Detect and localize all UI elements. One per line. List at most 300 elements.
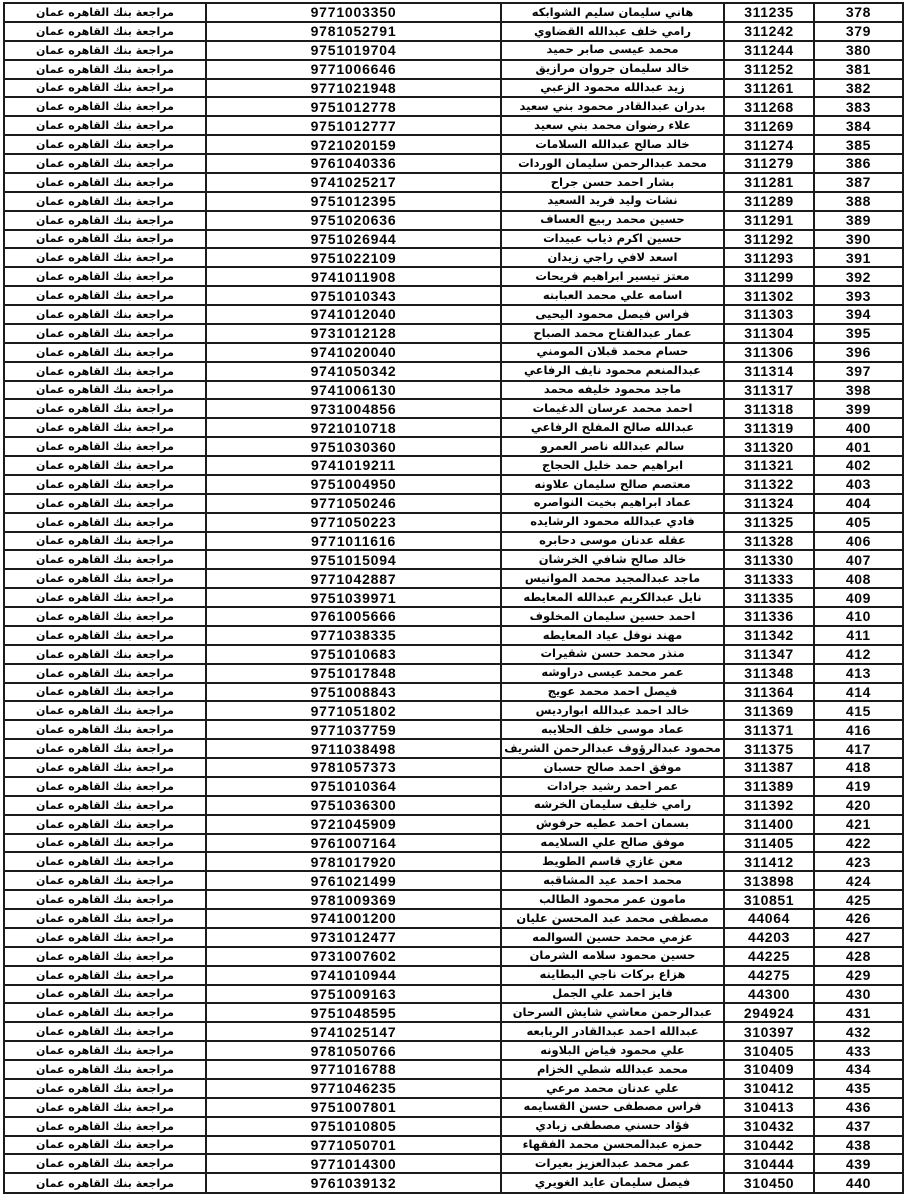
table-row: [4, 1136, 903, 1155]
bank-note-cell: مراجعة بنك القاهره عمان: [4, 947, 206, 966]
table-row: [4, 871, 903, 890]
table-row: [4, 569, 903, 588]
reference-number-cell: 311320: [724, 437, 814, 456]
bank-note-cell: مراجعة بنك القاهره عمان: [4, 928, 206, 947]
bank-note-cell: مراجعة بنك القاهره عمان: [4, 532, 206, 551]
national-number-cell: 9771011616: [206, 532, 501, 551]
serial-number-cell: 428: [814, 947, 903, 966]
bank-note-cell: مراجعة بنك القاهره عمان: [4, 60, 206, 79]
bank-note-cell: مراجعة بنك القاهره عمان: [4, 513, 206, 532]
national-number-cell: 9761040336: [206, 154, 501, 173]
person-name-cell: سالم عبدالله ناصر العمرو: [501, 437, 724, 456]
serial-number-cell: 439: [814, 1154, 903, 1173]
national-number-cell: 9751012778: [206, 97, 501, 116]
bank-note-cell: مراجعة بنك القاهره عمان: [4, 871, 206, 890]
person-name-cell: فادي عبدالله محمود الرشايده: [501, 513, 724, 532]
table-row: [4, 701, 903, 720]
serial-number-cell: 392: [814, 267, 903, 286]
reference-number-cell: 294924: [724, 1003, 814, 1022]
serial-number-cell: 412: [814, 645, 903, 664]
bank-note-cell: مراجعة بنك القاهره عمان: [4, 569, 206, 588]
bank-note-cell: مراجعة بنك القاهره عمان: [4, 494, 206, 513]
table-row: [4, 1022, 903, 1041]
bank-note-cell: مراجعة بنك القاهره عمان: [4, 230, 206, 249]
table-row: [4, 909, 903, 928]
national-number-cell: 9781057373: [206, 758, 501, 777]
national-number-cell: 9771050701: [206, 1136, 501, 1155]
bank-note-cell: مراجعة بنك القاهره عمان: [4, 437, 206, 456]
serial-number-cell: 432: [814, 1022, 903, 1041]
person-name-cell: هزاع بركات ناجي البطاينه: [501, 966, 724, 985]
reference-number-cell: 44064: [724, 909, 814, 928]
bank-note-cell: مراجعة بنك القاهره عمان: [4, 1060, 206, 1079]
person-name-cell: علي عدنان محمد مرعي: [501, 1079, 724, 1098]
person-name-cell: بسمان احمد عطيه حرفوش: [501, 815, 724, 834]
table-row: [4, 79, 903, 98]
table-row: [4, 928, 903, 947]
serial-number-cell: 386: [814, 154, 903, 173]
reference-number-cell: 311335: [724, 588, 814, 607]
national-number-cell: 9781050766: [206, 1041, 501, 1060]
national-number-cell: 9741019211: [206, 456, 501, 475]
serial-number-cell: 395: [814, 324, 903, 343]
table-row: [4, 1098, 903, 1117]
bank-note-cell: مراجعة بنك القاهره عمان: [4, 343, 206, 362]
national-number-cell: 9741020040: [206, 343, 501, 362]
person-name-cell: مهند نوفل عياد المعايطه: [501, 626, 724, 645]
serial-number-cell: 405: [814, 513, 903, 532]
table-row: [4, 645, 903, 664]
table-row: [4, 777, 903, 796]
reference-number-cell: 311342: [724, 626, 814, 645]
serial-number-cell: 401: [814, 437, 903, 456]
reference-number-cell: 310442: [724, 1136, 814, 1155]
person-name-cell: عماد موسى خلف الحلايبه: [501, 720, 724, 739]
bank-note-cell: مراجعة بنك القاهره عمان: [4, 701, 206, 720]
person-name-cell: خالد صالح شافي الخرشان: [501, 550, 724, 569]
table-row: [4, 1079, 903, 1098]
serial-number-cell: 416: [814, 720, 903, 739]
bank-note-cell: مراجعة بنك القاهره عمان: [4, 758, 206, 777]
bank-note-cell: مراجعة بنك القاهره عمان: [4, 834, 206, 853]
reference-number-cell: 311347: [724, 645, 814, 664]
table-row: [4, 796, 903, 815]
serial-number-cell: 410: [814, 607, 903, 626]
bank-note-cell: مراجعة بنك القاهره عمان: [4, 418, 206, 437]
national-number-cell: 9721020159: [206, 135, 501, 154]
serial-number-cell: 393: [814, 286, 903, 305]
table-row: [4, 305, 903, 324]
person-name-cell: هاني سليمان سليم الشوابكه: [501, 3, 724, 22]
bank-review-table: [3, 2, 904, 1194]
national-number-cell: 9771006646: [206, 60, 501, 79]
person-name-cell: رامي خلف عبدالله القضاوي: [501, 22, 724, 41]
reference-number-cell: 311299: [724, 267, 814, 286]
serial-number-cell: 431: [814, 1003, 903, 1022]
reference-number-cell: 311392: [724, 796, 814, 815]
reference-number-cell: 311244: [724, 41, 814, 60]
serial-number-cell: 435: [814, 1079, 903, 1098]
reference-number-cell: 311405: [724, 834, 814, 853]
bank-note-cell: مراجعة بنك القاهره عمان: [4, 1098, 206, 1117]
reference-number-cell: 311274: [724, 135, 814, 154]
reference-number-cell: 310412: [724, 1079, 814, 1098]
reference-number-cell: 311317: [724, 381, 814, 400]
serial-number-cell: 403: [814, 475, 903, 494]
table-row: [4, 626, 903, 645]
table-row: [4, 418, 903, 437]
bank-note-cell: مراجعة بنك القاهره عمان: [4, 22, 206, 41]
person-name-cell: احمد حسين سليمان المخلوف: [501, 607, 724, 626]
reference-number-cell: 311412: [724, 852, 814, 871]
person-name-cell: عزمي محمد حسين السوالمه: [501, 928, 724, 947]
table-row: [4, 324, 903, 343]
reference-number-cell: 311330: [724, 550, 814, 569]
national-number-cell: 9731007602: [206, 947, 501, 966]
bank-note-cell: مراجعة بنك القاهره عمان: [4, 267, 206, 286]
table-row: [4, 343, 903, 362]
table-row: [4, 192, 903, 211]
bank-note-cell: مراجعة بنك القاهره عمان: [4, 796, 206, 815]
reference-number-cell: 311252: [724, 60, 814, 79]
national-number-cell: 9741006130: [206, 381, 501, 400]
reference-number-cell: 311279: [724, 154, 814, 173]
reference-number-cell: 311333: [724, 569, 814, 588]
national-number-cell: 9751017848: [206, 664, 501, 683]
serial-number-cell: 427: [814, 928, 903, 947]
serial-number-cell: 397: [814, 362, 903, 381]
table-row: [4, 456, 903, 475]
table-row: [4, 607, 903, 626]
serial-number-cell: 422: [814, 834, 903, 853]
bank-note-cell: مراجعة بنك القاهره عمان: [4, 550, 206, 569]
person-name-cell: خالد سليمان جروان مرازيق: [501, 60, 724, 79]
bank-note-cell: مراجعة بنك القاهره عمان: [4, 116, 206, 135]
table-row: [4, 966, 903, 985]
serial-number-cell: 415: [814, 701, 903, 720]
reference-number-cell: 311387: [724, 758, 814, 777]
national-number-cell: 9731004856: [206, 399, 501, 418]
bank-note-cell: مراجعة بنك القاهره عمان: [4, 399, 206, 418]
person-name-cell: حسين محمد ربيع العساف: [501, 211, 724, 230]
bank-note-cell: مراجعة بنك القاهره عمان: [4, 192, 206, 211]
bank-note-cell: مراجعة بنك القاهره عمان: [4, 909, 206, 928]
serial-number-cell: 433: [814, 1041, 903, 1060]
table-row: [4, 437, 903, 456]
person-name-cell: نايل عبدالكريم عبدالله المعايطه: [501, 588, 724, 607]
table-row: [4, 664, 903, 683]
table-row: [4, 230, 903, 249]
national-number-cell: 9741050342: [206, 362, 501, 381]
bank-note-cell: مراجعة بنك القاهره عمان: [4, 211, 206, 230]
table-row: [4, 399, 903, 418]
national-number-cell: 9771021948: [206, 79, 501, 98]
national-number-cell: 9771037759: [206, 720, 501, 739]
person-name-cell: ماجد عبدالمجيد محمد الموانيس: [501, 569, 724, 588]
serial-number-cell: 388: [814, 192, 903, 211]
table-row: [4, 1154, 903, 1173]
reference-number-cell: 311292: [724, 230, 814, 249]
national-number-cell: 9751010364: [206, 777, 501, 796]
serial-number-cell: 380: [814, 41, 903, 60]
serial-number-cell: 429: [814, 966, 903, 985]
national-number-cell: 9721010718: [206, 418, 501, 437]
table-row: [4, 588, 903, 607]
national-number-cell: 9751008843: [206, 683, 501, 702]
person-name-cell: فيصل سليمان عايد الغويري: [501, 1173, 724, 1193]
national-number-cell: 9771051802: [206, 701, 501, 720]
national-number-cell: 9721045909: [206, 815, 501, 834]
bank-note-cell: مراجعة بنك القاهره عمان: [4, 41, 206, 60]
serial-number-cell: 400: [814, 418, 903, 437]
person-name-cell: محمد احمد عيد المشاقبه: [501, 871, 724, 890]
person-name-cell: مامون عمر محمود الطالب: [501, 890, 724, 909]
person-name-cell: خالد صالح عبدالله السلامات: [501, 135, 724, 154]
person-name-cell: منذر محمد حسن شقيرات: [501, 645, 724, 664]
serial-number-cell: 423: [814, 852, 903, 871]
bank-note-cell: مراجعة بنك القاهره عمان: [4, 985, 206, 1004]
table-row: [4, 116, 903, 135]
table-row: [4, 947, 903, 966]
bank-note-cell: مراجعة بنك القاهره عمان: [4, 1136, 206, 1155]
reference-number-cell: 310409: [724, 1060, 814, 1079]
reference-number-cell: 311348: [724, 664, 814, 683]
serial-number-cell: 404: [814, 494, 903, 513]
national-number-cell: 9751010683: [206, 645, 501, 664]
person-name-cell: فايز احمد علي الجمل: [501, 985, 724, 1004]
bank-note-cell: مراجعة بنك القاهره عمان: [4, 305, 206, 324]
reference-number-cell: 311242: [724, 22, 814, 41]
national-number-cell: 9751039971: [206, 588, 501, 607]
serial-number-cell: 384: [814, 116, 903, 135]
bank-note-cell: مراجعة بنك القاهره عمان: [4, 1117, 206, 1136]
person-name-cell: حسين اكرم ذياب عبيدات: [501, 230, 724, 249]
person-name-cell: فؤاد حسني مصطفى زبادي: [501, 1117, 724, 1136]
national-number-cell: 9751036300: [206, 796, 501, 815]
reference-number-cell: 311314: [724, 362, 814, 381]
reference-number-cell: 311306: [724, 343, 814, 362]
person-name-cell: حسين محمود سلامه الشرمان: [501, 947, 724, 966]
table-row: [4, 683, 903, 702]
national-number-cell: 9751019704: [206, 41, 501, 60]
serial-number-cell: 413: [814, 664, 903, 683]
table-row: [4, 60, 903, 79]
national-number-cell: 9751010343: [206, 286, 501, 305]
person-name-cell: عمر محمد عبدالعزيز بعيرات: [501, 1154, 724, 1173]
person-name-cell: محمد عيسى صابر حميد: [501, 41, 724, 60]
serial-number-cell: 381: [814, 60, 903, 79]
serial-number-cell: 391: [814, 248, 903, 267]
person-name-cell: مصطفى محمد عبد المحسن عليان: [501, 909, 724, 928]
reference-number-cell: 311261: [724, 79, 814, 98]
person-name-cell: زيد عبدالله محمود الزعبي: [501, 79, 724, 98]
person-name-cell: معتصم صالح سليمان علاونه: [501, 475, 724, 494]
table-row: [4, 97, 903, 116]
serial-number-cell: 402: [814, 456, 903, 475]
serial-number-cell: 420: [814, 796, 903, 815]
table-row: [4, 267, 903, 286]
national-number-cell: 9781052791: [206, 22, 501, 41]
serial-number-cell: 440: [814, 1173, 903, 1193]
person-name-cell: فراس مصطفى حسن القسايمه: [501, 1098, 724, 1117]
table-row: [4, 834, 903, 853]
bank-note-cell: مراجعة بنك القاهره عمان: [4, 683, 206, 702]
reference-number-cell: 311321: [724, 456, 814, 475]
table-row: [4, 362, 903, 381]
bank-note-cell: مراجعة بنك القاهره عمان: [4, 79, 206, 98]
reference-number-cell: 44275: [724, 966, 814, 985]
review-table-body: [4, 3, 903, 1193]
bank-note-cell: مراجعة بنك القاهره عمان: [4, 1041, 206, 1060]
person-name-cell: عبدالله صالح المفلح الرفاعي: [501, 418, 724, 437]
table-row: [4, 758, 903, 777]
national-number-cell: 9781009369: [206, 890, 501, 909]
bank-note-cell: مراجعة بنك القاهره عمان: [4, 381, 206, 400]
reference-number-cell: 311400: [724, 815, 814, 834]
table-row: [4, 985, 903, 1004]
person-name-cell: عمر احمد رشيد جرادات: [501, 777, 724, 796]
national-number-cell: 9751007801: [206, 1098, 501, 1117]
bank-note-cell: مراجعة بنك القاهره عمان: [4, 97, 206, 116]
bank-note-cell: مراجعة بنك القاهره عمان: [4, 248, 206, 267]
serial-number-cell: 419: [814, 777, 903, 796]
national-number-cell: 9731012477: [206, 928, 501, 947]
serial-number-cell: 411: [814, 626, 903, 645]
reference-number-cell: 311269: [724, 116, 814, 135]
national-number-cell: 9741025147: [206, 1022, 501, 1041]
table-row: [4, 1003, 903, 1022]
table-row: [4, 286, 903, 305]
reference-number-cell: 310397: [724, 1022, 814, 1041]
person-name-cell: بدران عبدالقادر محمود بني سعيد: [501, 97, 724, 116]
serial-number-cell: 408: [814, 569, 903, 588]
table-row: [4, 513, 903, 532]
person-name-cell: محمد عبدالرحمن سليمان الوردات: [501, 154, 724, 173]
person-name-cell: معن غازي قاسم الطويط: [501, 852, 724, 871]
reference-number-cell: 311322: [724, 475, 814, 494]
table-row: [4, 248, 903, 267]
bank-note-cell: مراجعة بنك القاهره عمان: [4, 154, 206, 173]
bank-note-cell: مراجعة بنك القاهره عمان: [4, 720, 206, 739]
national-number-cell: 9751022109: [206, 248, 501, 267]
bank-note-cell: مراجعة بنك القاهره عمان: [4, 173, 206, 192]
national-number-cell: 9751015094: [206, 550, 501, 569]
reference-number-cell: 311318: [724, 399, 814, 418]
bank-note-cell: مراجعة بنك القاهره عمان: [4, 852, 206, 871]
national-number-cell: 9751012777: [206, 116, 501, 135]
national-number-cell: 9751026944: [206, 230, 501, 249]
person-name-cell: رامي خليف سليمان الخرشه: [501, 796, 724, 815]
reference-number-cell: 311281: [724, 173, 814, 192]
bank-note-cell: مراجعة بنك القاهره عمان: [4, 135, 206, 154]
national-number-cell: 9741010944: [206, 966, 501, 985]
reference-number-cell: 311375: [724, 739, 814, 758]
serial-number-cell: 417: [814, 739, 903, 758]
reference-number-cell: 310444: [724, 1154, 814, 1173]
reference-number-cell: 310851: [724, 890, 814, 909]
person-name-cell: خالد احمد عبدالله ابوارديس: [501, 701, 724, 720]
bank-note-cell: مراجعة بنك القاهره عمان: [4, 588, 206, 607]
national-number-cell: 9711038498: [206, 739, 501, 758]
table-row: [4, 852, 903, 871]
national-number-cell: 9771042887: [206, 569, 501, 588]
reference-number-cell: 44225: [724, 947, 814, 966]
person-name-cell: عمر محمد عيسى دراوشه: [501, 664, 724, 683]
table-row: [4, 739, 903, 758]
reference-number-cell: 310413: [724, 1098, 814, 1117]
bank-note-cell: مراجعة بنك القاهره عمان: [4, 456, 206, 475]
person-name-cell: علاء رضوان محمد بني سعيد: [501, 116, 724, 135]
bank-note-cell: مراجعة بنك القاهره عمان: [4, 475, 206, 494]
person-name-cell: عقله عدنان موسى دحابره: [501, 532, 724, 551]
reference-number-cell: 311302: [724, 286, 814, 305]
reference-number-cell: 311325: [724, 513, 814, 532]
serial-number-cell: 414: [814, 683, 903, 702]
reference-number-cell: 311336: [724, 607, 814, 626]
person-name-cell: فيصل احمد محمد عويج: [501, 683, 724, 702]
national-number-cell: 9761039132: [206, 1173, 501, 1193]
table-row: [4, 1060, 903, 1079]
table-row: [4, 211, 903, 230]
serial-number-cell: 406: [814, 532, 903, 551]
bank-note-cell: مراجعة بنك القاهره عمان: [4, 890, 206, 909]
reference-number-cell: 44203: [724, 928, 814, 947]
person-name-cell: ماجد محمود خليفه محمد: [501, 381, 724, 400]
serial-number-cell: 426: [814, 909, 903, 928]
reference-number-cell: 310405: [724, 1041, 814, 1060]
reference-number-cell: 311291: [724, 211, 814, 230]
national-number-cell: 9741001200: [206, 909, 501, 928]
person-name-cell: بشار احمد حسن جراح: [501, 173, 724, 192]
reference-number-cell: 311324: [724, 494, 814, 513]
table-row: [4, 720, 903, 739]
bank-note-cell: مراجعة بنك القاهره عمان: [4, 626, 206, 645]
person-name-cell: موفق احمد صالح حسبان: [501, 758, 724, 777]
person-name-cell: محمود عبدالرؤوف عبدالرحمن الشريف: [501, 739, 724, 758]
national-number-cell: 9761007164: [206, 834, 501, 853]
reference-number-cell: 311364: [724, 683, 814, 702]
serial-number-cell: 398: [814, 381, 903, 400]
person-name-cell: ابراهيم حمد خليل الحجاج: [501, 456, 724, 475]
national-number-cell: 9751004950: [206, 475, 501, 494]
national-number-cell: 9741012040: [206, 305, 501, 324]
reference-number-cell: 44300: [724, 985, 814, 1004]
bank-note-cell: مراجعة بنك القاهره عمان: [4, 1154, 206, 1173]
serial-number-cell: 394: [814, 305, 903, 324]
reference-number-cell: 310432: [724, 1117, 814, 1136]
bank-note-cell: مراجعة بنك القاهره عمان: [4, 777, 206, 796]
national-number-cell: 9771016788: [206, 1060, 501, 1079]
person-name-cell: اسعد لافي راجي زيدان: [501, 248, 724, 267]
reference-number-cell: 311268: [724, 97, 814, 116]
bank-note-cell: مراجعة بنك القاهره عمان: [4, 966, 206, 985]
national-number-cell: 9741011908: [206, 267, 501, 286]
person-name-cell: اسامه علي محمد العبابنه: [501, 286, 724, 305]
table-row: [4, 494, 903, 513]
national-number-cell: 9771003350: [206, 3, 501, 22]
person-name-cell: عبدالرحمن معاشي شايش السرحان: [501, 1003, 724, 1022]
table-row: [4, 1173, 903, 1193]
table-row: [4, 532, 903, 551]
serial-number-cell: 430: [814, 985, 903, 1004]
bank-note-cell: مراجعة بنك القاهره عمان: [4, 664, 206, 683]
bank-note-cell: مراجعة بنك القاهره عمان: [4, 286, 206, 305]
person-name-cell: احمد محمد عرسان الدغيمات: [501, 399, 724, 418]
serial-number-cell: 389: [814, 211, 903, 230]
serial-number-cell: 418: [814, 758, 903, 777]
table-row: [4, 1117, 903, 1136]
reference-number-cell: 311371: [724, 720, 814, 739]
